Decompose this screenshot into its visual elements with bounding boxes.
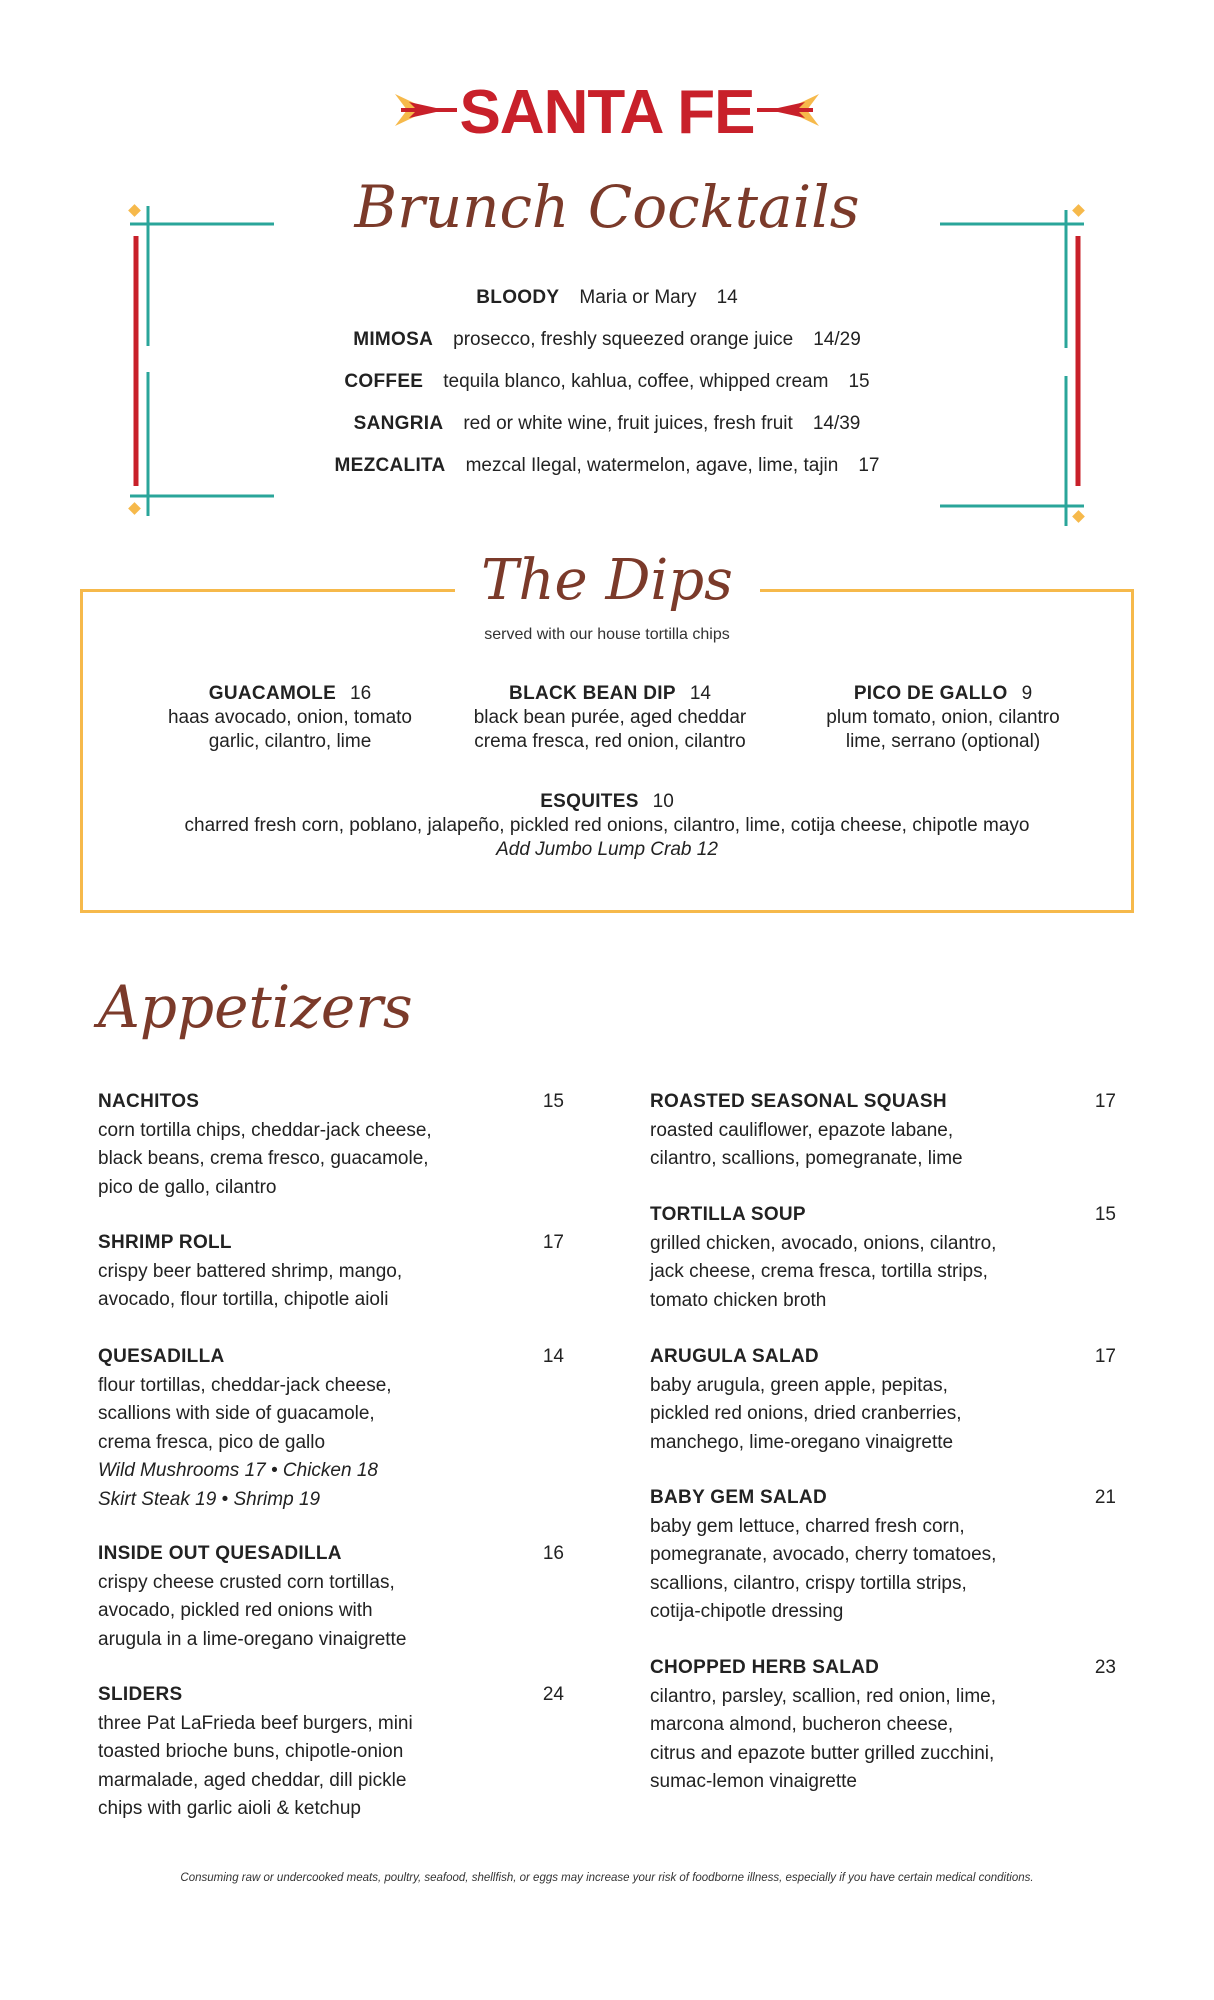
item-price: 15 bbox=[1094, 1204, 1116, 1225]
menu-item bbox=[98, 1681, 564, 1824]
item-price: 24 bbox=[542, 1684, 564, 1705]
item-name: CHOPPED HERB SALAD bbox=[650, 1657, 880, 1678]
item-desc-line: crispy cheese crusted corn tortillas, bbox=[98, 1571, 395, 1593]
cocktail-item bbox=[0, 411, 1214, 437]
item-price: 23 bbox=[1094, 1657, 1116, 1678]
cocktail-item bbox=[0, 369, 1214, 395]
dip-price: 16 bbox=[350, 683, 372, 704]
item-desc-line: chips with garlic aioli & ketchup bbox=[98, 1798, 361, 1819]
item-name: NACHITOS bbox=[98, 1091, 200, 1112]
item-desc-line: marcona almond, bucheron cheese, bbox=[650, 1714, 954, 1735]
food-safety-disclaimer: Consuming raw or undercooked meats, poultry, seafood, shellfish, or eggs may increase your risk of foodborne illness, especially if you have certain medical conditions. bbox=[180, 1872, 1034, 1884]
item-name: TORTILLA SOUP bbox=[650, 1204, 806, 1225]
item-name: BABY GEM SALAD bbox=[650, 1487, 827, 1508]
item-price: 17 bbox=[1094, 1091, 1116, 1112]
menu-item bbox=[98, 1343, 564, 1514]
item-addon-line: Skirt Steak 19 • Shrimp 19 bbox=[98, 1488, 321, 1510]
cocktail-name: BLOODY bbox=[476, 287, 560, 308]
item-price: 21 bbox=[1094, 1487, 1116, 1508]
item-desc-line: flour tortillas, cheddar-jack cheese, bbox=[98, 1374, 392, 1396]
cocktails-heading: Brunch Cocktails bbox=[354, 173, 860, 241]
item-desc-line: avocado, flour tortilla, chipotle aioli bbox=[98, 1289, 389, 1310]
item-desc-line: arugula in a lime-oregano vinaigrette bbox=[98, 1628, 407, 1650]
item-desc-line: cotija-chipotle dressing bbox=[650, 1601, 844, 1622]
right-arrow-ornament-icon bbox=[757, 90, 819, 130]
dip-name: BLACK BEAN DIP bbox=[509, 683, 676, 704]
dips-subtitle: served with our house tortilla chips bbox=[484, 626, 730, 643]
dip-desc-line: lime, serrano (optional) bbox=[845, 731, 1041, 752]
menu-item bbox=[650, 1088, 1116, 1174]
cocktail-desc: mezcal Ilegal, watermelon, agave, lime, tajin bbox=[465, 455, 839, 476]
dip-item bbox=[778, 682, 1108, 754]
dip-desc-line: garlic, cilantro, lime bbox=[208, 731, 372, 752]
brand-name: SANTA FE bbox=[459, 78, 755, 147]
cocktail-price: 14/39 bbox=[812, 413, 861, 434]
item-desc-line: pickled red onions, dried cranberries, bbox=[650, 1403, 962, 1424]
item-price: 16 bbox=[542, 1543, 564, 1564]
cocktail-name: MIMOSA bbox=[353, 329, 434, 350]
item-desc-line: pico de gallo, cilantro bbox=[98, 1176, 277, 1198]
cocktail-price: 17 bbox=[858, 455, 880, 476]
dips-heading: The Dips bbox=[481, 548, 733, 613]
cocktail-desc: tequila blanco, kahlua, coffee, whipped cream bbox=[443, 371, 829, 392]
dip-desc-line: crema fresca, red onion, cilantro bbox=[474, 731, 746, 752]
item-desc-line: toasted brioche buns, chipotle-onion bbox=[98, 1741, 404, 1762]
item-desc-line: sumac-lemon vinaigrette bbox=[650, 1771, 857, 1792]
item-desc-line: roasted cauliflower, epazote labane, bbox=[650, 1119, 954, 1141]
cocktail-price: 15 bbox=[848, 371, 870, 392]
dip-desc-line: haas avocado, onion, tomato bbox=[167, 707, 412, 728]
dip-desc-line: black bean purée, aged cheddar bbox=[473, 707, 747, 728]
cocktail-item bbox=[0, 453, 1214, 479]
item-name: ARUGULA SALAD bbox=[650, 1346, 819, 1367]
menu-item bbox=[98, 1088, 564, 1202]
item-desc-line: citrus and epazote butter grilled zucchini, bbox=[650, 1742, 995, 1764]
cocktail-price: 14/29 bbox=[813, 329, 861, 350]
menu-item bbox=[98, 1540, 564, 1654]
dip-desc-line: plum tomato, onion, cilantro bbox=[826, 707, 1060, 728]
dip-price: 9 bbox=[1021, 683, 1033, 704]
dip-desc-line: charred fresh corn, poblano, jalapeño, pickled red onions, cilantro, lime, cotija cheese, chipotle mayo bbox=[184, 815, 1030, 836]
item-desc-line: jack cheese, crema fresca, tortilla strips, bbox=[650, 1261, 988, 1282]
item-desc-line: grilled chicken, avocado, onions, cilantro, bbox=[650, 1232, 997, 1254]
dip-price: 10 bbox=[652, 791, 674, 812]
item-price: 14 bbox=[542, 1346, 564, 1367]
item-name: SHRIMP ROLL bbox=[98, 1232, 232, 1253]
cocktail-item bbox=[0, 285, 1214, 311]
menu-item bbox=[650, 1343, 1116, 1457]
dip-name: GUACAMOLE bbox=[208, 683, 337, 704]
cocktail-desc: Maria or Mary bbox=[579, 287, 697, 308]
item-desc-line: avocado, pickled red onions with bbox=[98, 1600, 373, 1621]
item-desc-line: marmalade, aged cheddar, dill pickle bbox=[98, 1769, 407, 1791]
right-bracket-ornament bbox=[938, 200, 1088, 530]
item-desc-line: manchego, lime-oregano vinaigrette bbox=[650, 1431, 954, 1453]
item-desc-line: scallions with side of guacamole, bbox=[98, 1403, 375, 1424]
item-name: ROASTED SEASONAL SQUASH bbox=[650, 1091, 947, 1112]
item-desc-line: pomegranate, avocado, cherry tomatoes, bbox=[650, 1544, 997, 1565]
item-desc-line: tomato chicken broth bbox=[650, 1289, 827, 1311]
item-price: 17 bbox=[1094, 1346, 1116, 1367]
item-desc-line: crema fresca, pico de gallo bbox=[98, 1431, 326, 1453]
menu-item bbox=[650, 1654, 1116, 1797]
item-desc-line: scallions, cilantro, crispy tortilla strips, bbox=[650, 1572, 967, 1594]
cocktail-name: COFFEE bbox=[344, 371, 424, 392]
appetizers-heading: Appetizers bbox=[98, 973, 413, 1041]
cocktail-name: SANGRIA bbox=[353, 413, 444, 434]
dip-price: 14 bbox=[689, 683, 711, 704]
item-desc-line: cilantro, scallions, pomegranate, lime bbox=[650, 1148, 963, 1169]
logo bbox=[0, 76, 1214, 146]
item-price: 17 bbox=[542, 1232, 564, 1253]
esquites-item bbox=[100, 790, 1114, 862]
item-name: SLIDERS bbox=[98, 1684, 183, 1705]
cocktail-desc: prosecco, freshly squeezed orange juice bbox=[453, 329, 794, 350]
item-desc-line: baby arugula, green apple, pepitas, bbox=[650, 1374, 948, 1396]
menu-item bbox=[650, 1201, 1116, 1315]
item-price: 15 bbox=[542, 1091, 564, 1112]
dip-name: ESQUITES bbox=[540, 791, 639, 812]
cocktail-item bbox=[0, 327, 1214, 353]
dip-addon: Add Jumbo Lump Crab 12 bbox=[496, 839, 718, 860]
menu-item bbox=[98, 1229, 564, 1315]
cocktail-name: MEZCALITA bbox=[334, 455, 446, 476]
menu-item bbox=[650, 1484, 1116, 1627]
item-desc-line: baby gem lettuce, charred fresh corn, bbox=[650, 1515, 965, 1537]
item-desc-line: crispy beer battered shrimp, mango, bbox=[98, 1260, 403, 1282]
dip-item bbox=[445, 682, 775, 754]
item-addon-line: Wild Mushrooms 17 • Chicken 18 bbox=[98, 1460, 378, 1481]
dip-item bbox=[125, 682, 455, 754]
item-desc-line: three Pat LaFrieda beef burgers, mini bbox=[98, 1712, 413, 1734]
item-desc-line: cilantro, parsley, scallion, red onion, lime, bbox=[650, 1685, 997, 1707]
item-desc-line: black beans, crema fresco, guacamole, bbox=[98, 1148, 429, 1169]
item-desc-line: corn tortilla chips, cheddar-jack cheese, bbox=[98, 1119, 432, 1141]
cocktail-desc: red or white wine, fruit juices, fresh fruit bbox=[463, 413, 793, 434]
item-name: QUESADILLA bbox=[98, 1346, 225, 1367]
cocktail-price: 14 bbox=[716, 287, 738, 308]
dip-name: PICO DE GALLO bbox=[853, 683, 1008, 704]
item-name: INSIDE OUT QUESADILLA bbox=[98, 1543, 342, 1564]
